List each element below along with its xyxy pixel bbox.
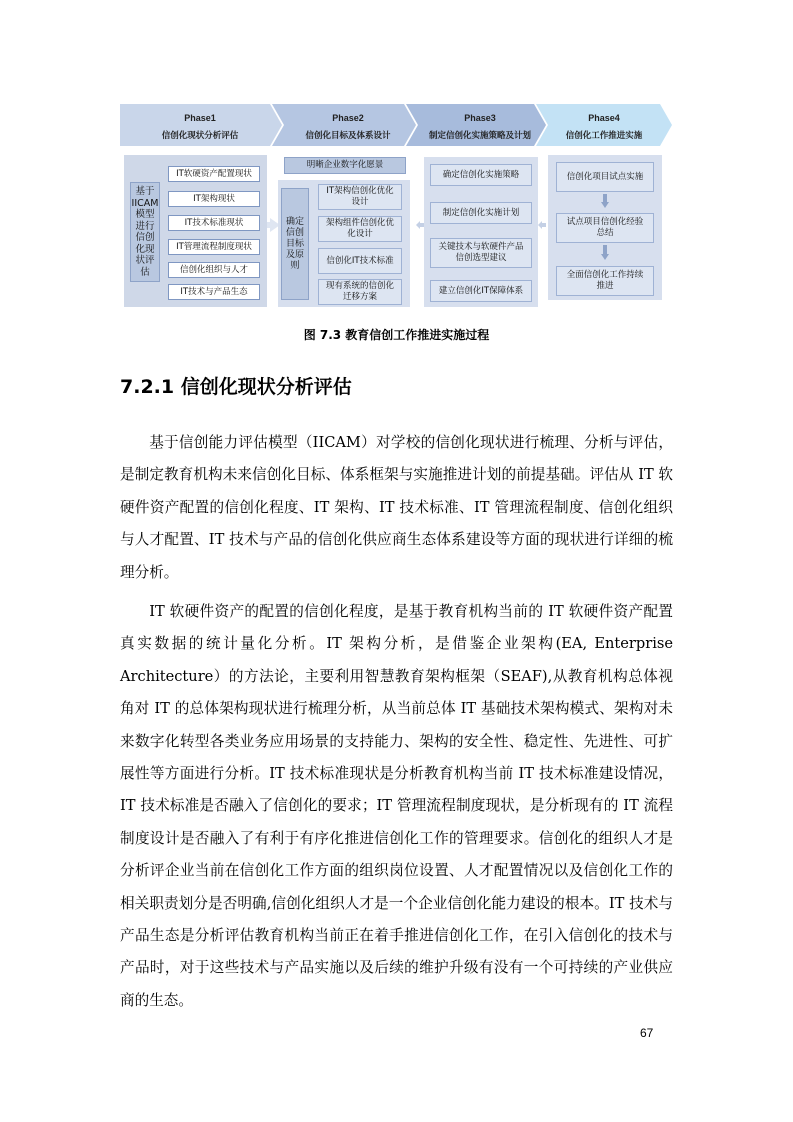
phase2-subtitle: 信创化目标及体系设计 bbox=[305, 130, 391, 140]
col1-item: IT架构现状 bbox=[168, 191, 260, 207]
col4-item: 全面信创化工作持续推进 bbox=[556, 266, 654, 296]
col1-item: IT技术标准现状 bbox=[168, 215, 260, 231]
col2-left-box: 确定信创目标及原则 bbox=[281, 188, 309, 300]
phase2-title: Phase2 bbox=[332, 113, 364, 123]
col4-item: 信创化项目试点实施 bbox=[556, 162, 654, 192]
phase1-title: Phase1 bbox=[184, 113, 216, 123]
col2-item: 架构组件信创化优化设计 bbox=[318, 216, 402, 242]
col3-item: 确定信创化实施策略 bbox=[430, 164, 532, 186]
col4-item: 试点项目信创化经验总结 bbox=[556, 213, 654, 243]
section-heading: 7.2.1 信创化现状分析评估 bbox=[120, 376, 352, 398]
col1-item: IT软硬资产配置现状 bbox=[168, 166, 260, 182]
col1-item: IT技术与产品生态 bbox=[168, 284, 260, 300]
phase3-title: Phase3 bbox=[464, 113, 496, 123]
col2-item: 信创化IT技术标准 bbox=[318, 248, 402, 274]
col3-item: 关键技术与软硬件产品信创选型建议 bbox=[430, 238, 532, 268]
col3-item: 建立信创化IT保障体系 bbox=[430, 280, 532, 302]
col1-item: IT管理流程制度现状 bbox=[168, 239, 260, 255]
figure-caption: 图 7.3 教育信创工作推进实施过程 bbox=[303, 328, 490, 342]
paragraph: IT 软硬件资产的配置的信创化程度，是基于教育机构当前的 IT 软硬件资产配置真实数据的统计量化分析。IT 架构分析，是借鉴企业架构(EA, Enterprise Architecture）的方法论，主要利用智慧教育架构框架（SEAF),从教育机构总体视角对 IT 的总体架构现状进行梳理分析，从当前总体 IT 基础技术架构模式、架构对未来数字化转型各类业务应用场景的支持能力、架构的安全性、稳定性、先进性、可扩展性等方面进行分析。IT 技术标准现状是分析教育机构当前 IT 技术标准建设情况，IT 技术标准是否融入了信创化的要求；IT 管理流程制度现状，是分析现有的 IT 流程制度设计是否融入了有利于有序化推进信创化工作的管理要求。信创化的组织人才是分析评企业当前在信创化工作方面的组织岗位设置、人才配置情况以及信创化工作的相关职责划分是否明确,信创化组织人才是一个企业信创化能力建设的根本。IT 技术与产品生态是分析评估教育机构当前正在着手推进信创化工作，在引入信创化的技术与产品时，对于这些技术与产品实施以及后续的维护升级有没有一个可持续的产业供应商的生态。 bbox=[120, 603, 673, 1009]
phase4-subtitle: 信创化工作推进实施 bbox=[565, 130, 643, 140]
col2-item: IT架构信创化优化设计 bbox=[318, 184, 402, 210]
arrow-col3-col4 bbox=[538, 221, 546, 229]
col2-top-box: 明晰企业数字化愿景 bbox=[284, 157, 406, 174]
col3-item: 制定信创化实施计划 bbox=[430, 202, 532, 224]
phase3-subtitle: 制定信创化实施策略及计划 bbox=[428, 130, 532, 140]
col1-label: 基于IICAM模型进行信创化现状评估 bbox=[130, 182, 160, 282]
phase1-subtitle: 信创化现状分析评估 bbox=[161, 130, 239, 140]
col2-item: 现有系统的信创化迁移方案 bbox=[318, 279, 402, 305]
paragraph: 基于信创能力评估模型（IICAM）对学校的信创化现状进行梳理、分析与评估，是制定教育机构未来信创化目标、体系框架与实施推进计划的前提基础。评估从 IT 软硬件资产配置的信创化程度、IT 架构、IT 技术标准、IT 管理流程制度、信创化组织与人才配置、IT 技术与产品的信创化供应商生态体系建设等方面的现状进行详细的梳理分析。 bbox=[120, 434, 673, 581]
process-diagram bbox=[120, 100, 674, 310]
col1-item: 信创化组织与人才 bbox=[168, 262, 260, 278]
arrow-col2-col3 bbox=[416, 221, 424, 229]
page-number: 67 bbox=[640, 1026, 654, 1040]
phase4-title: Phase4 bbox=[588, 113, 620, 123]
